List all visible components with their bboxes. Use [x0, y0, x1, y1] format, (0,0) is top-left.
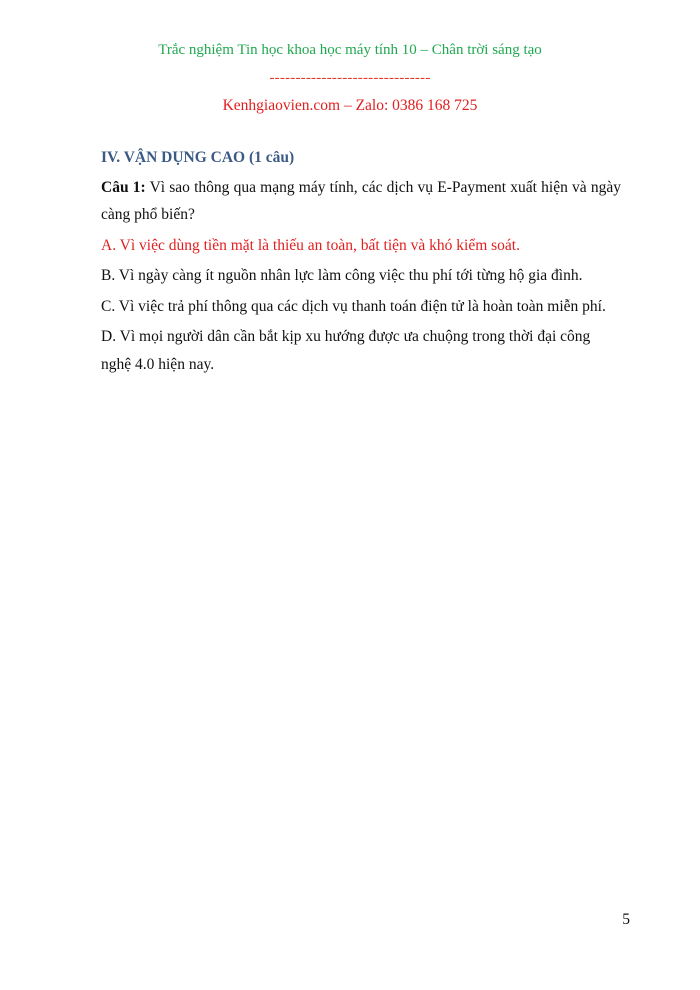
page-number: 5	[622, 911, 630, 928]
document-body	[101, 144, 621, 378]
header-contact: Kenhgiaovien.com – Zalo: 0386 168 725	[222, 97, 478, 114]
header-title: Trắc nghiệm Tin học khoa học máy tính 10 – Chân trời sáng tạo	[158, 42, 542, 58]
answer-option-c: C. Vì việc trả phí thông qua các dịch vụ thanh toán điện tử là hoàn toàn miễn phí.	[101, 297, 606, 315]
question-1	[101, 174, 621, 229]
header-divider: -------------------------------	[269, 70, 431, 86]
answer-option-a: A. Vì việc dùng tiền mặt là thiếu an toàn, bất tiện và khó kiểm soát.	[101, 236, 520, 254]
question-text: Vì sao thông qua mạng máy tính, các dịch vụ E-Payment xuất hiện và ngày càng phổ biến?	[101, 178, 621, 223]
section-heading: IV. VẬN DỤNG CAO (1 câu)	[101, 149, 295, 166]
question-label: Câu 1:	[101, 178, 146, 196]
answer-option-b: B. Vì ngày càng ít nguồn nhân lực làm công việc thu phí tới từng hộ gia đình.	[101, 267, 583, 284]
answer-option-d: D. Vì mọi người dân cần bắt kịp xu hướng được ưa chuộng trong thời đại công nghệ 4.0 hiện nay.	[101, 328, 591, 373]
